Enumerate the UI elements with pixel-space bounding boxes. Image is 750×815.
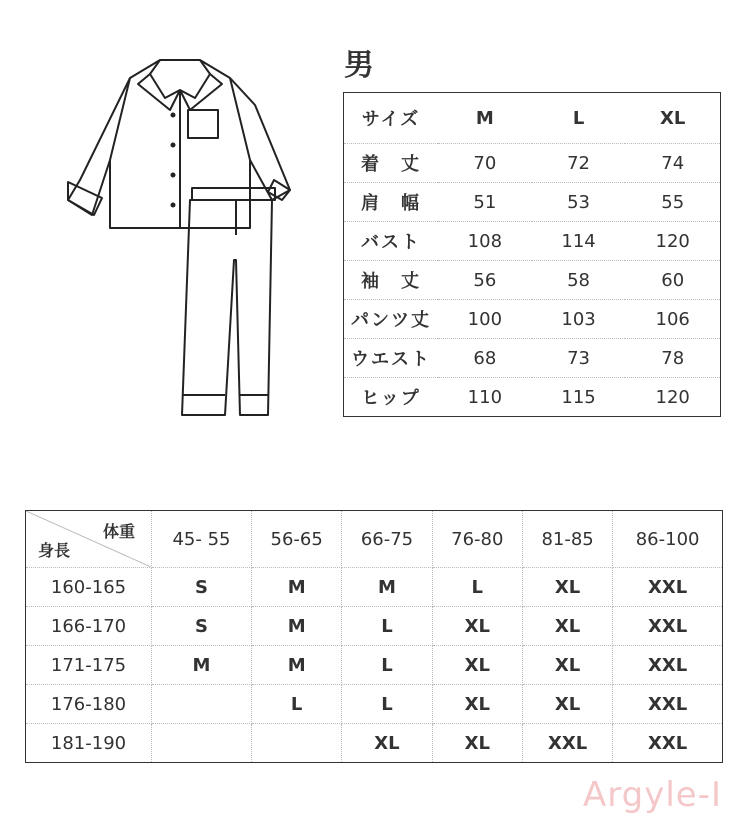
size-cell: 68	[438, 339, 532, 378]
size-cell: 74	[625, 144, 720, 183]
weight-range-header: 81-85	[522, 511, 612, 568]
size-recommendation: XL	[522, 607, 612, 646]
size-recommendation: L	[342, 607, 432, 646]
size-cell: 72	[532, 144, 626, 183]
size-recommendation: M	[152, 646, 252, 685]
weight-range-header: 45- 55	[152, 511, 252, 568]
size-recommendation: XXL	[522, 724, 612, 763]
size-cell: 73	[532, 339, 626, 378]
size-recommendation: M	[252, 646, 342, 685]
size-recommendation: L	[252, 685, 342, 724]
size-cell: 78	[625, 339, 720, 378]
size-row-label: ウエスト	[344, 339, 439, 378]
size-row-label: ヒップ	[361, 388, 421, 409]
size-row-label: 着 丈	[344, 144, 439, 183]
size-cell: 53	[532, 183, 626, 222]
size-recommendation: XXL	[613, 646, 723, 685]
size-recommendation	[152, 724, 252, 763]
size-cell: 120	[625, 222, 720, 261]
weight-range-header: 76-80	[432, 511, 522, 568]
height-range-label: 166-170	[26, 607, 152, 646]
size-row	[344, 183, 721, 222]
size-table	[343, 92, 721, 417]
size-recommendation: XXL	[648, 732, 688, 754]
size-recommendation: XL	[522, 646, 612, 685]
size-cell: 103	[532, 300, 626, 339]
watermark-text: Argyle-I	[583, 775, 723, 815]
size-row	[344, 378, 721, 417]
size-cell: 51	[438, 183, 532, 222]
size-recommendation: S	[152, 568, 252, 607]
weight-range-header: 56-65	[252, 511, 342, 568]
size-recommendation: XL	[432, 685, 522, 724]
size-header-m: M	[438, 93, 532, 144]
size-cell: 60	[625, 261, 720, 300]
size-recommendation: XL	[432, 646, 522, 685]
size-cell: 115	[561, 386, 596, 408]
weight-range-header: 66-75	[342, 511, 432, 568]
size-cell: 108	[438, 222, 532, 261]
size-recommendation: XXL	[613, 607, 723, 646]
size-cell: 56	[438, 261, 532, 300]
size-row-label: 袖 丈	[344, 261, 439, 300]
size-cell: 55	[625, 183, 720, 222]
size-header-l: L	[532, 93, 626, 144]
size-header-label: サイズ	[344, 93, 439, 144]
height-row	[26, 646, 723, 685]
size-row-label: バスト	[344, 222, 439, 261]
size-row	[344, 339, 721, 378]
size-recommendation: M	[252, 607, 342, 646]
weight-height-table	[25, 510, 723, 763]
height-range-label: 181-190	[26, 724, 152, 763]
size-recommendation: M	[252, 568, 342, 607]
size-cell: 110	[467, 386, 503, 408]
height-range-label: 171-175	[26, 646, 152, 685]
size-row	[344, 261, 721, 300]
size-recommendation: XL	[432, 607, 522, 646]
size-row-label: パンツ丈	[344, 300, 439, 339]
size-recommendation: M	[342, 568, 432, 607]
size-cell: 114	[532, 222, 626, 261]
size-recommendation: XXL	[613, 568, 723, 607]
weight-range-header: 86-100	[613, 511, 723, 568]
height-row	[26, 685, 723, 724]
size-row	[344, 300, 721, 339]
size-cell: 120	[655, 386, 690, 408]
size-recommendation: L	[342, 646, 432, 685]
height-row	[26, 568, 723, 607]
size-recommendation: S	[152, 607, 252, 646]
size-recommendation: L	[432, 568, 522, 607]
pajama-illustration	[60, 50, 300, 425]
size-row	[344, 222, 721, 261]
height-range-label: 160-165	[26, 568, 152, 607]
size-header-xl: XL	[625, 93, 720, 144]
size-recommendation	[252, 724, 342, 763]
size-row-label: 肩 幅	[344, 183, 439, 222]
size-cell: 106	[625, 300, 720, 339]
size-recommendation: XL	[342, 724, 432, 763]
size-row	[344, 144, 721, 183]
weight-header-row	[26, 511, 723, 568]
height-axis-label: 身長	[38, 541, 71, 560]
height-row	[26, 607, 723, 646]
size-cell: 100	[438, 300, 532, 339]
size-cell: 70	[438, 144, 532, 183]
size-recommendation: L	[342, 685, 432, 724]
weight-axis-label: 体重	[102, 522, 135, 541]
size-table-header-row	[344, 93, 721, 144]
size-recommendation: XXL	[613, 685, 723, 724]
corner-cell	[26, 511, 152, 568]
gender-title: 男	[344, 48, 374, 83]
size-recommendation	[152, 685, 252, 724]
height-row	[26, 724, 723, 763]
size-recommendation: XL	[522, 568, 612, 607]
height-range-label: 176-180	[26, 685, 152, 724]
size-recommendation: XL	[522, 685, 612, 724]
size-recommendation: XL	[432, 724, 522, 763]
size-cell: 58	[532, 261, 626, 300]
